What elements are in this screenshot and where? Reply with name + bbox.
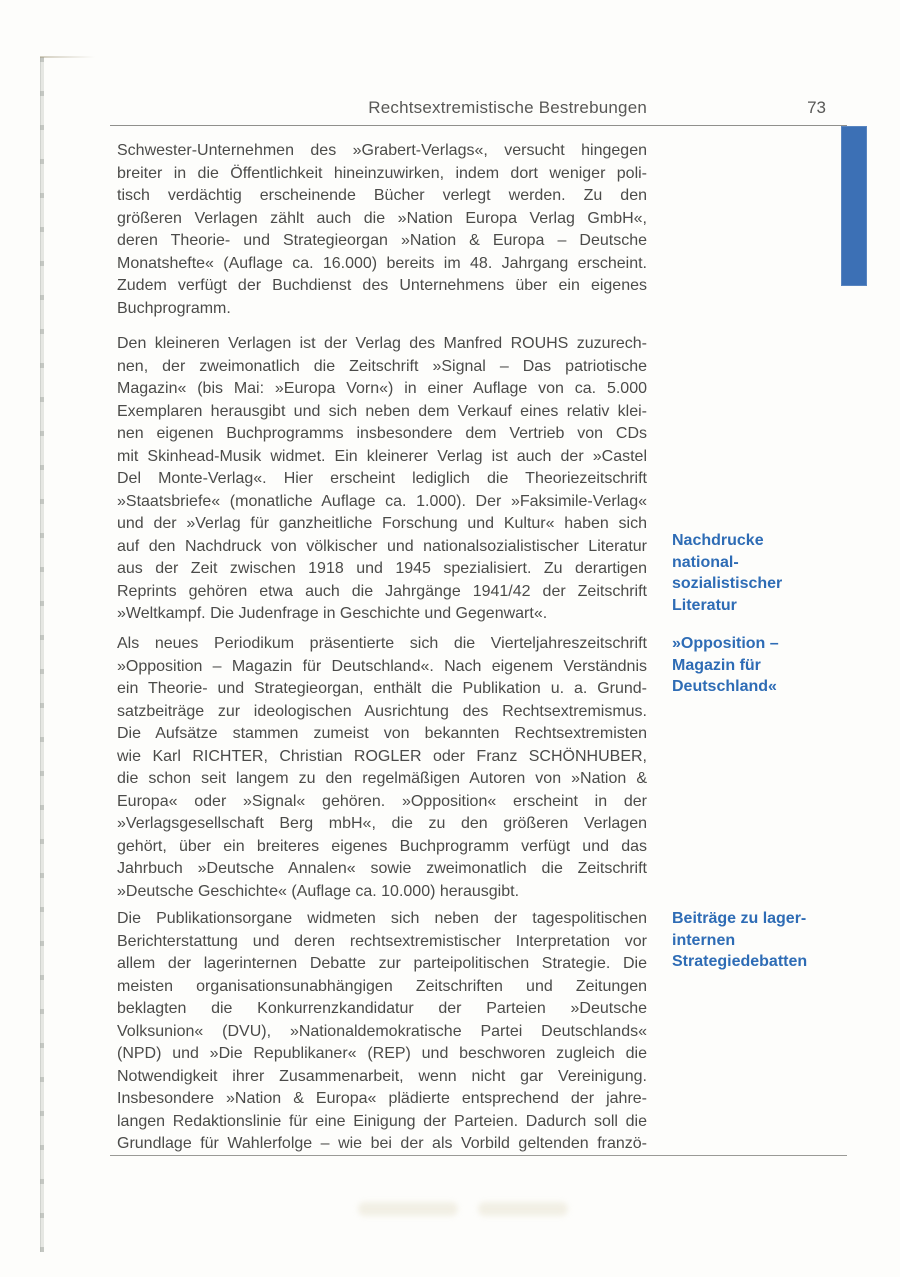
body-line: aus der Zeit zwischen 1918 und 1945 spezialisiert. Zu derartigen bbox=[117, 560, 647, 577]
margin-note bbox=[672, 633, 867, 698]
body-line: Die Publikationsorgane widmeten sich neben der tagespolitischen bbox=[117, 910, 647, 927]
body-line: ein Theorie- und Strategieorgan, enthält die Publikation u. a. Grund- bbox=[117, 680, 647, 697]
margin-note-line: national- bbox=[672, 553, 739, 571]
body-line: (NPD) und »Die Republikaner« (REP) und beschworen zugleich die bbox=[117, 1045, 647, 1062]
margin-note-line: Literatur bbox=[672, 596, 737, 614]
body-line: Europa« oder »Signal« gehören. »Opposition« erscheint in der bbox=[117, 792, 647, 810]
margin-note-line: sozialistischer bbox=[672, 575, 783, 592]
body-line: Als neues Periodikum präsentierte sich die Vierteljahreszeitschrift bbox=[117, 635, 647, 652]
body-line: gehört, über ein breiteres eigenes Buchprogramm verfügt und das bbox=[117, 837, 647, 855]
body-line: Berichterstattung und deren rechtsextremistischer Interpretation vor bbox=[117, 932, 647, 950]
body-line: »Opposition – Magazin für Deutschland«. Nach eigenem Verständnis bbox=[117, 657, 647, 675]
header-rule bbox=[110, 125, 847, 126]
body-line: mit Skinhead-Musik widmet. Ein kleinerer Verlag ist auch der »Castel bbox=[117, 447, 647, 465]
body-line: satzbeiträge zur ideologischen Ausrichtung des Rechtsextremismus. bbox=[117, 702, 647, 720]
body-line: wie Karl RICHTER, Christian ROGLER oder Franz SCHÖNHUBER, bbox=[117, 747, 647, 765]
body-line: Del Monte-Verlag«. Hier erscheint lediglich die Theoriezeitschrift bbox=[117, 470, 647, 487]
body-line: beklagten die Konkurrenzkandidatur der Parteien »Deutsche bbox=[117, 1000, 647, 1017]
body-line: »Weltkampf. Die Judenfrage in Geschichte und Gegenwart«. bbox=[117, 605, 548, 622]
body-line: Die Aufsätze stammen zumeist von bekannten Rechtsextremisten bbox=[117, 725, 647, 742]
margin-note-line: Nachdrucke bbox=[672, 532, 764, 549]
margin-note-line: Strategiedebatten bbox=[672, 953, 808, 970]
body-line: Insbesondere »Nation & Europa« plädierte entsprechend der jahre- bbox=[117, 1090, 647, 1107]
margin-note bbox=[672, 908, 867, 973]
body-line: »Verlagsgesellschaft Berg mbH«, die zu den größeren Verlagen bbox=[117, 815, 647, 832]
body-line: »Deutsche Geschichte« (Auflage ca. 10.000) herausgibt. bbox=[117, 882, 520, 900]
page-header-title: Rechtsextremistische Bestrebungen bbox=[368, 98, 647, 117]
body-line: Monatshefte« (Auflage ca. 16.000) bereits im 48. Jahrgang erscheint. bbox=[117, 254, 647, 272]
body-line: langen Redaktionslinie für eine Einigung der Parteien. Dadurch soll die bbox=[117, 1112, 647, 1130]
bleed-through-smudge bbox=[478, 1202, 568, 1216]
body-line: Jahrbuch »Deutsche Annalen« sowie zweimonatlich die Zeitschrift bbox=[117, 860, 647, 877]
body-line: größeren Verlagen zählt auch die »Nation Europa Verlag GmbH«, bbox=[117, 209, 647, 227]
body-paragraph bbox=[117, 333, 647, 626]
page-number: 73 bbox=[807, 98, 826, 117]
margin-note-line: »Opposition – bbox=[672, 635, 779, 652]
margin-note-line: internen bbox=[672, 931, 736, 949]
body-line: allem der lagerinternen Debatte zur parteipolitischen Strategie. Die bbox=[117, 955, 647, 972]
body-line: Zudem verfügt der Buchdienst des Unternehmens über ein eigenes bbox=[117, 277, 647, 294]
chapter-accent-bar bbox=[841, 126, 867, 286]
body-line: die schon seit langem zu den regelmäßigen Autoren von »Nation & bbox=[117, 770, 647, 787]
body-line: Schwester-Unternehmen des »Grabert-Verlags«, versucht hingegen bbox=[117, 142, 647, 159]
body-line: breiter in die Öffentlichkeit hineinzuwirken, indem dort weniger poli- bbox=[117, 164, 647, 182]
binding-edge-line bbox=[40, 57, 44, 1252]
body-line: meisten organisationsunabhängigen Zeitschriften und Zeitungen bbox=[117, 977, 647, 995]
margin-note-line: Magazin für bbox=[672, 656, 761, 674]
bleed-through-smudge bbox=[358, 1202, 458, 1216]
body-paragraph bbox=[117, 633, 647, 903]
page-corner-mark bbox=[40, 56, 95, 58]
body-line: und der »Verlag für ganzheitliche Forschung und Kultur« haben sich bbox=[117, 515, 647, 532]
margin-note-line: Deutschland« bbox=[672, 678, 777, 695]
body-line: Reprints gehören etwa auch die Jahrgänge 1941/42 der Zeitschrift bbox=[117, 582, 647, 600]
body-line: Den kleineren Verlagen ist der Verlag des Manfred ROUHS zuzurech- bbox=[117, 335, 647, 352]
footer-rule bbox=[110, 1155, 847, 1156]
body-line: »Staatsbriefe« (monatliche Auflage ca. 1.000). Der »Faksimile-Verlag« bbox=[117, 492, 647, 510]
body-line: tisch verdächtig erscheinende Bücher verlegt werden. Zu den bbox=[117, 187, 647, 204]
margin-note bbox=[672, 530, 867, 616]
body-line: Buchprogramm. bbox=[117, 299, 231, 317]
body-line: Magazin« (bis Mai: »Europa Vorn«) in einer Auflage von ca. 5.000 bbox=[117, 380, 647, 397]
body-line: Exemplaren herausgibt und sich neben dem Verkauf eines relativ klei- bbox=[117, 402, 647, 420]
body-line: Volksunion« (DVU), »Nationaldemokratische Partei Deutschlands« bbox=[117, 1022, 647, 1040]
body-line: Notwendigkeit ihrer Zusammenarbeit, wenn nicht gar Vereinigung. bbox=[117, 1067, 647, 1085]
body-line: nen eigenen Buchprogramms insbesondere dem Vertrieb von CDs bbox=[117, 425, 647, 442]
margin-note-line: Beiträge zu lager- bbox=[672, 910, 807, 927]
body-line: Grundlage für Wahlerfolge – wie bei der als Vorbild geltenden franzö- bbox=[117, 1135, 647, 1152]
body-line: auf den Nachdruck von völkischer und nationalsozialistischer Literatur bbox=[117, 537, 647, 555]
body-paragraph bbox=[117, 140, 647, 320]
body-line: deren Theorie- und Strategieorgan »Nation & Europa – Deutsche bbox=[117, 232, 647, 249]
body-paragraph bbox=[117, 908, 647, 1156]
body-line: nen, der zweimonatlich die Zeitschrift »Signal – Das patriotische bbox=[117, 357, 647, 375]
